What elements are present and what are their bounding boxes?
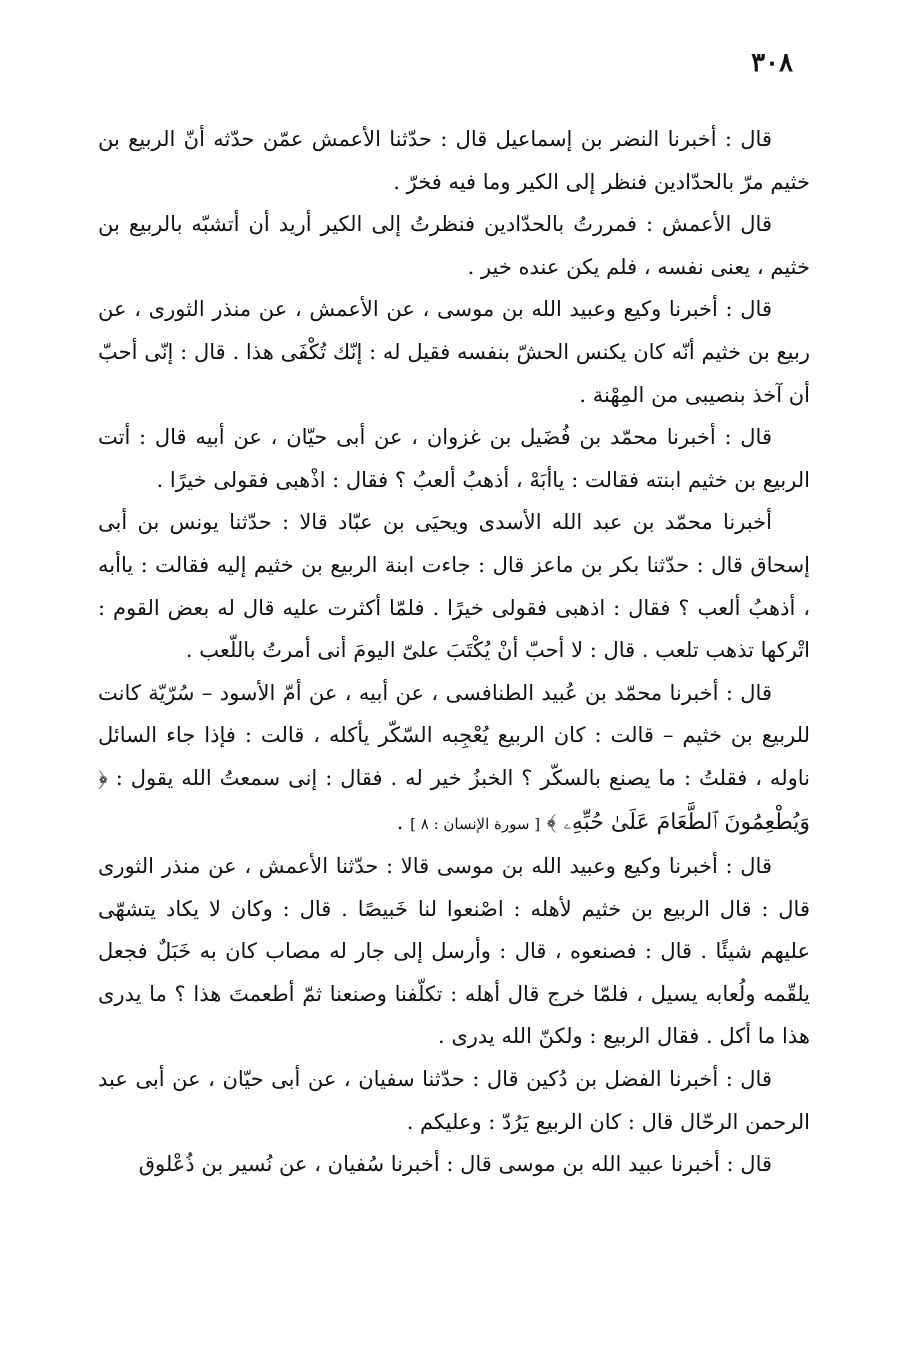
page-number: ٣٠٨ [751,48,793,78]
paragraph-end: . [396,809,404,834]
paragraph: قال : أخبرنا عبيد الله بن موسى قال : أخبرنا سُفيان ، عن نُسير بن ذُعْلوق [138,1152,772,1177]
paragraph: قال : أخبرنا وكيع وعبيد الله بن موسى ، عن الأعمش ، عن منذر الثورى ، عن ربيع بن خثيم أنّه كان يكنس الحشّ بنفسه فقيل له : إنّك تُكْفَى هذا . قال : إنّى أحبّ أن آخذ بنصيبى من المِهْنة . [98,297,810,407]
page-body [98,118,810,1186]
paragraph: قال : أخبرنا وكيع وعبيد الله بن موسى قالا : حدّثنا الأعمش ، عن منذر الثورى قال : قال الربيع بن خثيم لأهله : اصْنعوا لنا خَبيصًا . قال : وكان لا يكاد يتشهّى عليهم شيئًا . قال : فصنعوه ، قال : وأرسل إلى جار له مصاب كان به خَبَلٌ فجعل يلقّمه ولُعابه يسيل ، فلمّا خرج قال أهله : تكلّفنا وصنعنا ثمّ أطعمتَ هذا ؟ ما يدرى هذا ما أكل . فقال الربيع : ولكنّ الله يدرى . [98,854,810,1049]
paragraph: قال الأعمش : فمررتُ بالحدّادين فنظرتُ إلى الكير أريد أن أتشبّه بالربيع بن خثيم ، يعنى نفسه ، فلم يكن عنده خير . [98,212,810,279]
paragraph: أخبرنا محمّد بن عبد الله الأسدى ويحيَى بن عبّاد قالا : حدّثنا يونس بن أبى إسحاق قال : حدّثنا بكر بن ماعز قال : جاءت ابنة الربيع بن خثيم إليه فقالت : ياأبه ، أذهبُ ألعب ؟ فقال : اذهبى فقولى خيرًا . فلمّا أكثرت عليه قال له بعض القوم : اتْركها تذهب تلعب . قال : لا أحبّ أنْ يُكْتَبَ علىّ اليومَ أنى أمرتُ باللّعب . [98,510,810,663]
paragraph [98,672,810,845]
quran-verse: ﴿ وَيُطْعِمُونَ ٱلطَّعَامَ عَلَىٰ حُبِّهِۦ ﴾ [98,765,810,835]
paragraph: قال : أخبرنا الفضل بن دُكين قال : حدّثنا سفيان ، عن أبى حيّان ، عن أبى عبد الرحمن الرحّال قال : كان الربيع يَرُدّ : وعليكم . [98,1067,810,1134]
paragraph-text: قال : أخبرنا محمّد بن عُبيد الطنافسى ، عن أبيه ، عن أمّ الأسود – سُرّيّة كانت للربيع بن خثيم – قالت : كان الربيع يُعْجِبه السّكّر يأكله ، قالت : فإذا جاء السائل ناوله ، فقلتُ : ما يصنع بالسكّر ؟ الخبزُ خير له . فقال : إنى سمعتُ الله يقول : [98,680,810,790]
verse-reference: [ سورة الإنسان : ٨ ] [410,814,541,833]
paragraph: قال : أخبرنا النضر بن إسماعيل قال : حدّثنا الأعمش عمّن حدّثه أنّ الربيع بن خثيم مرّ بالحدّادين فنظر إلى الكير وما فيه فخرّ . [98,127,810,194]
paragraph: قال : أخبرنا محمّد بن فُضَيل بن غزوان ، عن أبى حيّان ، عن أبيه قال : أتت الربيع بن خثيم ابنته فقالت : ياأبَهْ ، أذهبُ ألعبُ ؟ فقال : اذْهبى فقولى خيرًا . [98,425,810,492]
